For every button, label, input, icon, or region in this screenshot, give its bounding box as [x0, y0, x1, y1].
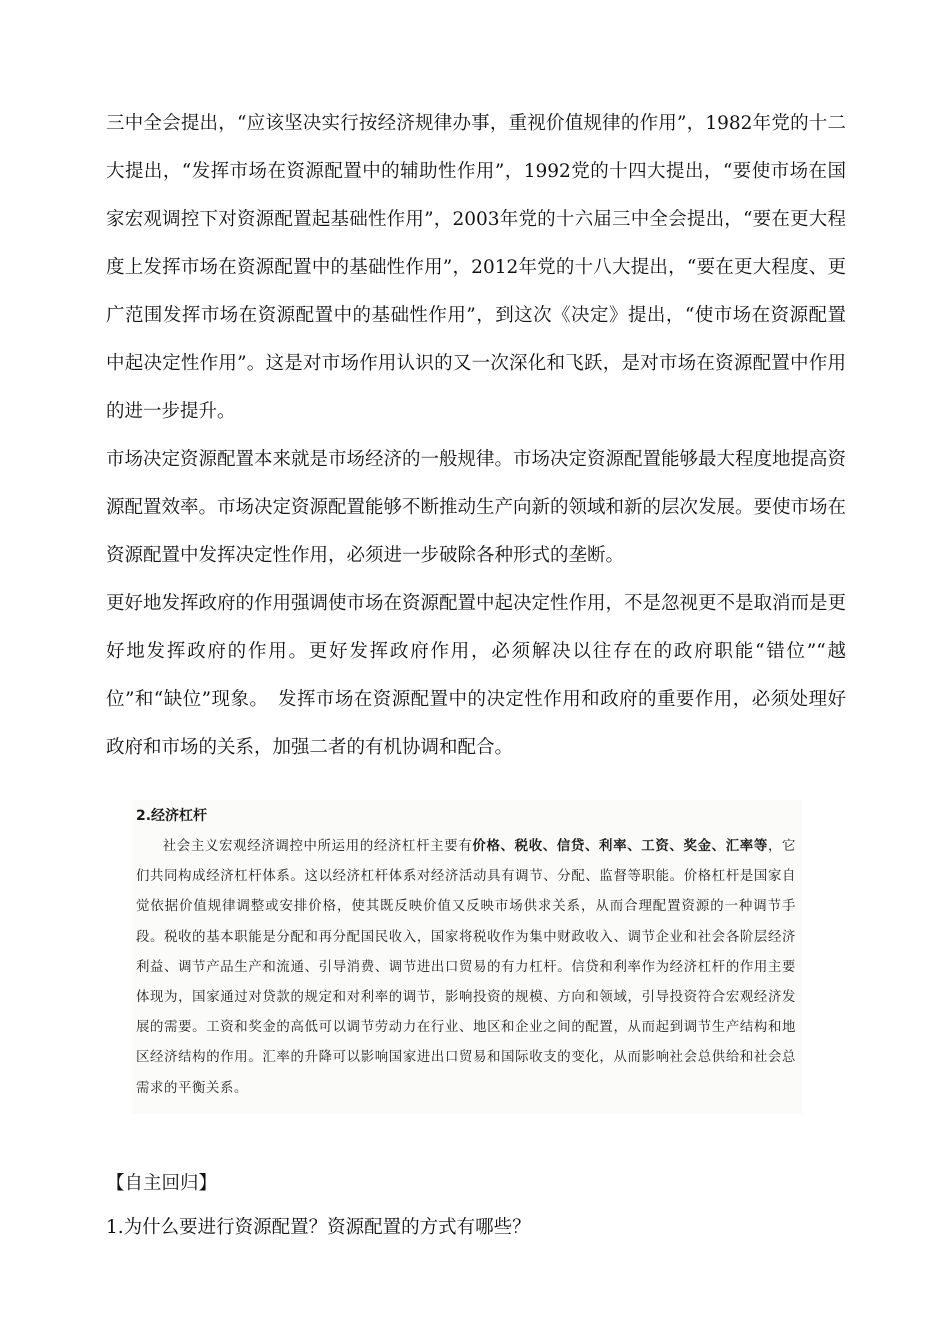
scan-intro: 社会主义宏观经济调控中所运用的经济杠杆主要有 — [162, 839, 473, 854]
document-page — [106, 100, 846, 1250]
scan-body-text: ，它们共同构成经济杠杆体系。这以经济杠杆体系对经济活动具有调节、分配、监督等职能。价格杠杆是国家自觉依据价值规律调整或安排价格，使其既反映价值又反映市场供求关系，从而合理配置资源的一种调节手段。税收的基本职能是分配和再分配国民收入，国家将税收作为集中财政收入、调节企业和社会各阶层经济利益、调节产品生产和流通、引导消费、调节进出口贸易的有力杠杆。信贷和利率作为经济杠杆的作用主要体现为，国家通过对贷款的规定和对利率的调节，影响投资的规模、方向和领域，引导投资符合宏观经济发展的需要。工资和奖金的高低可以调节劳动力在行业、地区和企业之间的配置，从而起到调节生产结构和地区经济结构的作用。汇率的升降可以影响国家进出口贸易和国际收支的变化，从而影响社会总供给和社会总需求的平衡关系。 — [136, 839, 797, 1096]
scan-body — [136, 832, 796, 1104]
question-1: 1.为什么要进行资源配置？资源配置的方式有哪些？ — [106, 1216, 531, 1238]
scanned-excerpt-economic-levers — [132, 800, 802, 1114]
scan-title: 2.经济杠杆 — [136, 808, 208, 824]
scan-bold-lead: 价格、税收、信贷、利率、工资、奖金、汇率等 — [472, 839, 768, 854]
section-heading: 【自主回归】 — [106, 1172, 218, 1194]
paragraph-market-decides: 市场决定资源配置本来就是市场经济的一般规律。市场决定资源配置能够最大程度地提高资源配置效率。市场决定资源配置能够不断推动生产向新的领域和新的层次发展。要使市场在资源配置中发挥决定性作用，必须进一步破除各种形式的垄断。 — [106, 449, 847, 566]
paragraph-government-role: 更好地发挥政府的作用强调使市场在资源配置中起决定性作用，不是忽视更不是取消而是更好地发挥政府的作用。更好发挥政府作用，必须解决以往存在的政府职能“错位”“越位”和“缺位”现象。 发挥市场在资源配置中的决定性作用和政府的重要作用，必须处理好政府和市场的关系，加强二者的有机协调和配合。 — [106, 593, 847, 758]
paragraph-market-history: 三中全会提出，“应该坚决实行按经济规律办事，重视价值规律的作用”，1982年党的十二大提出，“发挥市场在资源配置中的辅助性作用”，1992党的十四大提出，“要使市场在国家宏观调控下对资源配置起基础性作用”，2003年党的十六届三中全会提出，“要在更大程度上发挥市场在资源配置中的基础性作用”，2012年党的十八大提出，“要在更大程度、更广范围发挥市场在资源配置中的基础性作用”，到这次《决定》提出，“使市场在资源配置中起决定性作用”。这是对市场作用认识的又一次深化和飞跃，是对市场在资源配置中作用的进一步提升。 — [106, 113, 846, 422]
